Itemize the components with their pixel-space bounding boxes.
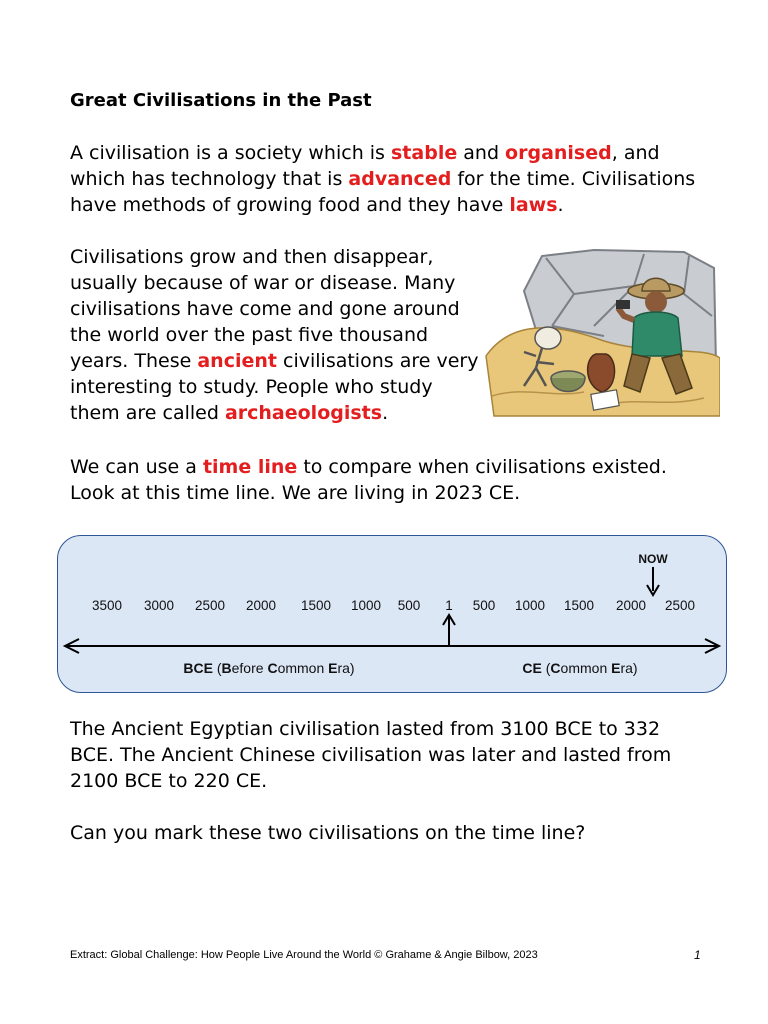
keyword-time-line: time line [202,456,298,478]
timeline-intro-paragraph [70,454,710,506]
text-run: for the time. Civilisations have methods of growing food and they have [70,168,696,216]
intro-paragraph [70,140,710,218]
keyword-advanced: advanced [348,168,452,190]
page-title: Great Civilisations in the Past [70,90,372,111]
archaeologist-illustration [484,246,720,422]
ce-part: ommon [560,660,612,676]
egypt-china-paragraph: The Ancient Egyptian civilisation lasted from 3100 BCE to 332 BCE. The Ancient Chinese civilisation was later and lasted from 2100 BCE to 220 CE. [70,718,672,792]
tick-label: 500 [397,598,421,613]
ce-label [522,660,637,676]
keyword-stable: stable [391,142,458,164]
footer-credit: Extract: Global Challenge: How People Live Around the World © Grahame & Angie Bilbow, 2023 [70,949,538,961]
tick-label: 1000 [514,598,546,613]
tick-label: 2000 [615,598,647,613]
text-run: , and which has technology that is [70,142,660,190]
tick-label: 1000 [350,598,382,613]
question-paragraph: Can you mark these two civilisations on the time line? [70,822,586,844]
bce-part: ommon [277,660,329,676]
civilisations-paragraph [70,244,480,426]
tick-label: 500 [472,598,496,613]
ce-abbr: CE [522,660,542,676]
bce-abbr: BCE [183,660,213,676]
tick-label: 1500 [563,598,595,613]
text-run: A civilisation is a society which is [70,142,391,164]
bce-label [183,660,354,676]
keyword-ancient: ancient [197,350,277,372]
ce-part: ( [541,660,551,676]
timeline [57,535,727,693]
text-run: to compare when civilisations existed. Look at this time line. We are living in 2023 CE. [70,456,667,504]
page-number: 1 [694,948,701,962]
tick-label: 1500 [300,598,332,613]
tick-label: 1 [445,598,453,613]
tick-label: 2500 [664,598,696,613]
text-run: and [457,142,506,164]
bce-part: ra) [337,660,355,676]
bce-letter-b: B [221,660,232,676]
tick-label: 2000 [245,598,277,613]
ce-letter-c: C [550,660,561,676]
tick-labels [92,598,695,613]
text-run: . [382,402,389,424]
text-run: Civilisations grow and then disappear, usually because of war or disease. Many civilisations have come and gone around the world over the past five thousand years. These [70,246,460,372]
ce-part: ra) [620,660,638,676]
bce-part: ( [212,660,222,676]
keyword-laws: laws [509,194,558,216]
keyword-organised: organised [505,142,612,164]
bce-letter-c: C [267,660,278,676]
tick-label: 3000 [143,598,175,613]
keyword-archaeologists: archaeologists [224,402,383,424]
tick-label: 2500 [194,598,226,613]
bce-part: efore [231,660,268,676]
now-label: NOW [638,552,668,566]
bce-letter-e: E [328,660,338,676]
ce-letter-e: E [611,660,621,676]
text-run: civilisations are very interesting to study. People who study them are called [70,350,479,424]
text-run: . [557,194,564,216]
text-run: We can use a [70,456,203,478]
tick-label: 3500 [91,598,123,613]
